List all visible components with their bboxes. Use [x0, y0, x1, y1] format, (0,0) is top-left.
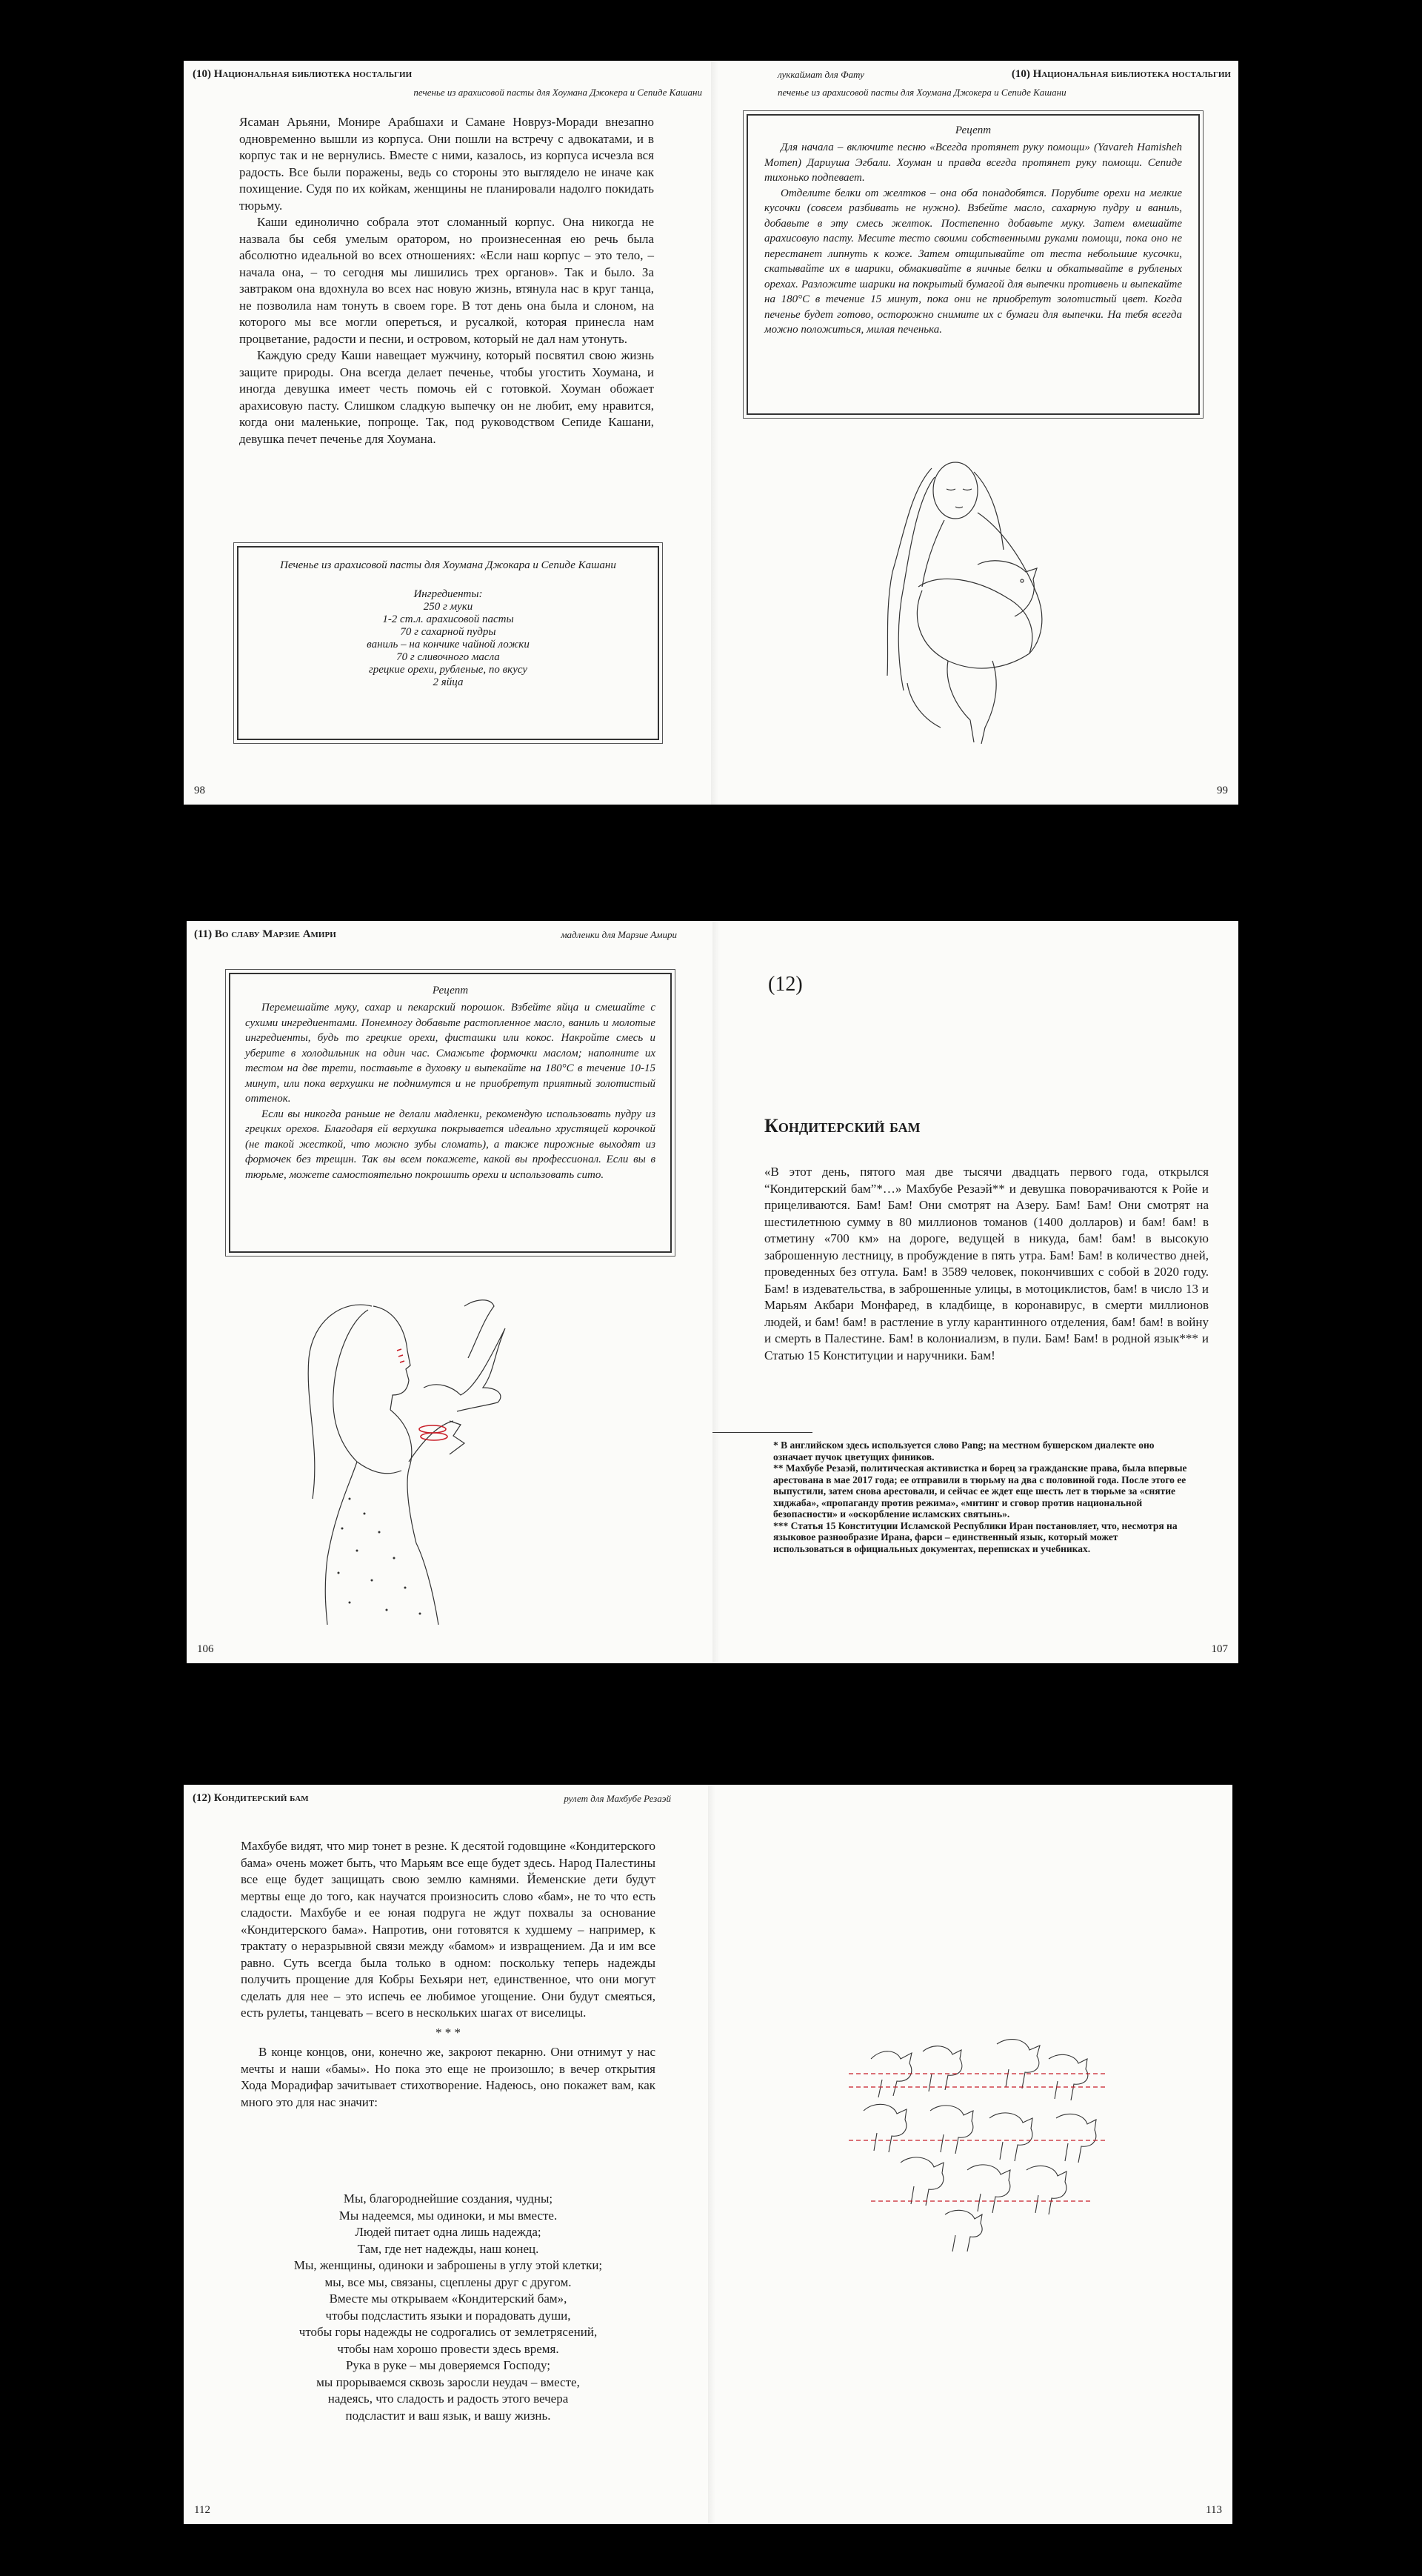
page-number: 113	[1206, 2504, 1222, 2516]
page-113	[708, 1785, 1232, 2524]
poem-line: подсластит и ваш язык, и вашу жизнь.	[345, 2408, 551, 2423]
recipe-paragraph: Для начала – включите песню «Всегда протянет руку помощи» (Yavareh Hamisheh Momen) Дариуша Эгбали. Хоуман и правда всегда протянет руку помощи. Сепиде тихонько подпевает.	[764, 142, 1182, 184]
footnote-rule	[712, 1432, 812, 1433]
page-99	[711, 61, 1238, 805]
chapter-title: Кондитерский бам	[764, 1115, 921, 1136]
footnotes	[773, 1440, 1188, 1554]
illustration-woman-with-goat	[852, 439, 1074, 750]
recipe-paragraph: Отделите белки от желтков – она оба понадобятся. Порубите орехи на мелкие кусочки (совсем разбивать не нужно). Взбейте масло, сахарную пудру и ваниль, добавьте в эту смесь желток. Постепенно добавьте муку. Затем вмешайте арахисовую пасту. Месите тесто своими собственными руками помощи, пока оно не перестанет липнуть к коже. Затем отщипывайте от теста небольшие кусочки, скатывайте их в шарики, обмакивайте в яичные белки и обкатывайте в рубленых орехах. Разложите шарики на покрытый бумагой для выпечки противень и выпекайте на 180°C в течение 15 минут, пока они не приобретут золотистый цвет. Когда печенье будет готово, осторожно снимите их с бумаги для выпечки. На тебя всегда можно положиться, милая печенька.	[764, 187, 1182, 336]
running-header: (10) Национальная библиотека ностальгии	[1011, 68, 1231, 80]
ingredients-box	[237, 546, 659, 740]
poem-line: мы прорываемся сквозь заросли неудач – вместе,	[316, 2374, 580, 2389]
running-header: (12) Кондитерский бам	[193, 1792, 309, 1804]
running-header: (11) Во славу Марзие Амири	[194, 928, 336, 940]
ingredients-label: Ингредиенты:	[413, 588, 483, 600]
running-subheader-top: луккаймат для Фату	[778, 69, 864, 80]
ingredient-item: 70 г сахарной пудры	[400, 626, 496, 638]
illustration-woman-with-dove	[238, 1277, 594, 1632]
running-header: (10) Национальная библиотека ностальгии	[193, 68, 413, 80]
recipe-box	[747, 114, 1200, 415]
ingredient-item: 70 г сливочного масла	[396, 651, 500, 663]
chapter-number: (12)	[768, 973, 803, 996]
paragraph: В конце концов, они, конечно же, закроют пекарню. Они отнимут у нас мечты и наши «бамы». Но пока это еще не произошло; в вечер открытия Хода Морадифар зачитывает стихотворение. Надеюсь, оно покажет вам, как много это для нас значит:	[241, 2045, 655, 2109]
running-subheader: печенье из арахисовой пасты для Хоумана Джокера и Сепиде Кашани	[778, 87, 1066, 98]
poem-line: Там, где нет надежды, наш конец.	[357, 2241, 539, 2256]
running-subheader: рулет для Махбубе Резаэй	[564, 1793, 671, 1804]
poem	[241, 2191, 655, 2424]
page-107	[712, 921, 1238, 1663]
recipe-paragraph: Если вы никогда раньше не делали мадленки, рекомендую использовать пудру из грецких орехов. Благодаря ей верхушка покрывается идеально хрустящей корочкой (не такой жесткой, что можно зубы сломать), а также пирожные выходят из формочек без трещин. Так вы всем покажете, какой вы профессионал. Если вы в тюрьме, можете самостоятельно покрошить орехи и использовать сито.	[245, 1108, 655, 1181]
section-separator: * * *	[435, 2025, 461, 2040]
body-text	[764, 1164, 1209, 1364]
poem-line: Мы, благороднейшие создания, чудны;	[343, 2191, 553, 2206]
recipe-label: Рецепт	[432, 985, 469, 996]
paragraph: Махбубе видят, что мир тонет в резне. К десятой годовщине «Кондитерского бама» очень может быть, что Марьям все еще будет здесь. Народ Палестины все еще будет защищать свою землю камнями. Йеменские дети будут мертвы еще до того, как научатся произносить слово «бам», не то что есть сладости. Махбубе и ее юная подруга не ждут похвалы за основание «Кондитерского бама». Напротив, они готовятся к худшему – например, к трактату о неразрывной связи между «бамом» и извращением. Да и им все равно. Суть всегда была только в одном: поскольку теперь надежды получить прощение для Кобры Бехьяри нет, единственное, что они могут сделать для нее – это испечь ее любимое угощение. Они будут смеяться, есть рулеты, танцевать – всего в нескольких шагах от виселицы.	[241, 1839, 655, 2020]
recipe-label: Рецепт	[955, 124, 992, 136]
page-number: 98	[194, 785, 205, 796]
footnote: * В английском здесь используется слово Pang; на местном бушерском диалекте оно означает пучок цветущих фиников.	[773, 1440, 1155, 1462]
illustration-goats-heart	[841, 2029, 1115, 2259]
paragraph: Ясаман Арьяни, Монире Арабшахи и Самане Новруз-Моради внезапно одновременно вышли из корпуса. Они пошли на встречу с адвокатами, и в корпус так и не вернулись. Вместе с ними, казалось, из корпуса исчезла вся радость. Все были поражены, ведь со стороны это выглядело не иначе как похищение. Судя по их койкам, женщины не планировали надолго покидать тюрьму.	[239, 115, 654, 213]
ingredient-item: 1-2 ст.л. арахисовой пасты	[382, 613, 514, 625]
running-subheader: печенье из арахисовой пасты для Хоумана Джокера и Сепиде Кашани	[413, 87, 702, 98]
footnote: ** Махбубе Резаэй, политическая активистка и борец за гражданские права, была впервые арестована в мае 2017 года; ее отправили в тюрьму на два с половиной года. После этого ее выпустили, затем снова арестовали, и сейчас ее ждет еще шесть лет в тюрьме за «снятие хиджаба», «пропаганду против режима», «митинг и сговор против национальной безопасности» и «оскорбление исламских святынь».	[773, 1462, 1187, 1520]
page-106	[187, 921, 712, 1663]
book-spread-98-99	[184, 61, 1238, 805]
ingredient-item: 250 г муки	[423, 601, 473, 613]
running-subheader: мадленки для Марзие Амири	[561, 929, 677, 940]
recipe-paragraph: Перемешайте муку, сахар и пекарский порошок. Взбейте яйца и смешайте с сухими ингредиентами. Понемногу добавьте растопленное масло, ваниль и молотые ингредиенты, будь то грецкие орехи, фисташки или кокос. Накройте смесь и уберите в холодильник на один час. Смажьте формочки маслом; наполните их тестом на две трети, поставьте в духовку и выпекайте на 180°C в течение 10-15 минут, или пока верхушки не поднимутся и не приобретут приятный золотистый оттенок.	[245, 1002, 655, 1105]
poem-line: Вместе мы открываем «Кондитерский бам»,	[329, 2292, 567, 2306]
paragraph: Каши единолично собрала этот сломанный корпус. Она никогда не назвала бы себя умелым оратором, но произнесенная ею речь была абсолютно идеальной во всех отношениях: «Если наш корпус – это тело, – начала она, – то сегодня мы лишились трех органов». Так и было. За завтраком она вдохнула во всех нас новую жизнь, втянула нас в круг танца, не позволила нам тонуть в своем горе. В тот день она была и слоном, на которого мы все могли опереться, и русалкой, которая принесла нам процветание, радости и песни, и островом, который не дал нам утонуть.	[239, 215, 654, 346]
paragraph: Каждую среду Каши навещает мужчину, который посвятил свою жизнь защите природы. Она всегда делает печенье, чтобы угостить Хоумана, и иногда девушка имеет честь помочь ей с готовкой. Хоуман обожает арахисовую пасту. Слишком сладкую выпечку он не любит, ему нравится, когда они маленькие, попроще. Так, под руководством Сепиде Кашани, девушка печет печенье для Хоумана.	[239, 348, 654, 446]
poem-line: Мы надеемся, мы одиноки, и мы вместе.	[338, 2208, 558, 2223]
page-number: 106	[197, 1643, 214, 1655]
poem-line: Рука в руке – мы доверяемся Господу;	[345, 2358, 551, 2372]
recipe-box	[229, 973, 672, 1253]
recipe-title: Печенье из арахисовой пасты для Хоумана Джокара и Сепиде Кашани	[280, 559, 616, 571]
page-number: 99	[1217, 785, 1228, 796]
book-spread-106-107	[187, 921, 1238, 1663]
poem-line: Людей питает одна лишь надежда;	[355, 2225, 541, 2239]
poem-line: чтобы нам хорошо провести здесь время.	[337, 2341, 559, 2356]
body-text	[239, 114, 654, 447]
page-98	[184, 61, 711, 805]
poem-line: мы, все мы, связаны, сцеплены друг с другом.	[324, 2274, 572, 2289]
ingredient-item: грецкие орехи, рубленые, по вкусу	[368, 664, 528, 676]
book-spread-112-113	[184, 1785, 1232, 2524]
poem-line: надеясь, что сладость и радость этого вечера	[327, 2392, 569, 2406]
page-number: 112	[194, 2504, 210, 2516]
poem-line: чтобы подсластить языки и порадовать души,	[325, 2308, 571, 2323]
poem-line: Мы, женщины, одиноки и заброшены в углу этой клетки;	[293, 2258, 603, 2272]
paragraph: «В этот день, пятого мая две тысячи двадцать первого года, открылся “Кондитерский бам”*…» Махбубе Резаэй** и девушка поворачиваются к Ройе и прицеливаются. Бам! Бам! Они смотрят на Азеру. Бам! Бам! Они смотрят на шестилетнюю сумму в 80 миллионов томанов (1400 долларов) и бам! бам! в отметину «700 км» на дороге, ведущей в никуда, бам! бам! в высокую заброшенную лестницу, в пробуждение в пять утра. Бам! Бам! в количество дней, проведенных без отгула. Бам! в 3589 человек, покончивших с собой в 2020 году. Бам! в издевательства, в заброшенные улицы, в мотоциклистов, бам! в число 13 и Марьям Акбари Монфаред, в кладбище, в коронавирус, в смерти миллионов людей, и бам! бам! в растление в углу карантинного отделения, бам! бам! в войну и смерть в Палестине. Бам! в колониализм, в пули. Бам! Бам! в родной язык*** и Статью 15 Конституции и наручники. Бам!	[764, 1165, 1209, 1362]
ingredient-item: ваниль – на кончике чайной ложки	[367, 639, 530, 650]
footnote: *** Статья 15 Конституции Исламской Республики Иран постановляет, что, несмотря на языковое разнообразие Ирана, фарси – единственный язык, который может использоваться в официальных документах, переписках и учебниках.	[773, 1520, 1178, 1554]
page-number: 107	[1211, 1643, 1228, 1655]
poem-line: чтобы горы надежды не содрогались от землетрясений,	[298, 2325, 598, 2339]
ingredient-item: 2 яйца	[433, 676, 464, 688]
body-text	[241, 1838, 655, 2111]
page-112	[184, 1785, 708, 2524]
